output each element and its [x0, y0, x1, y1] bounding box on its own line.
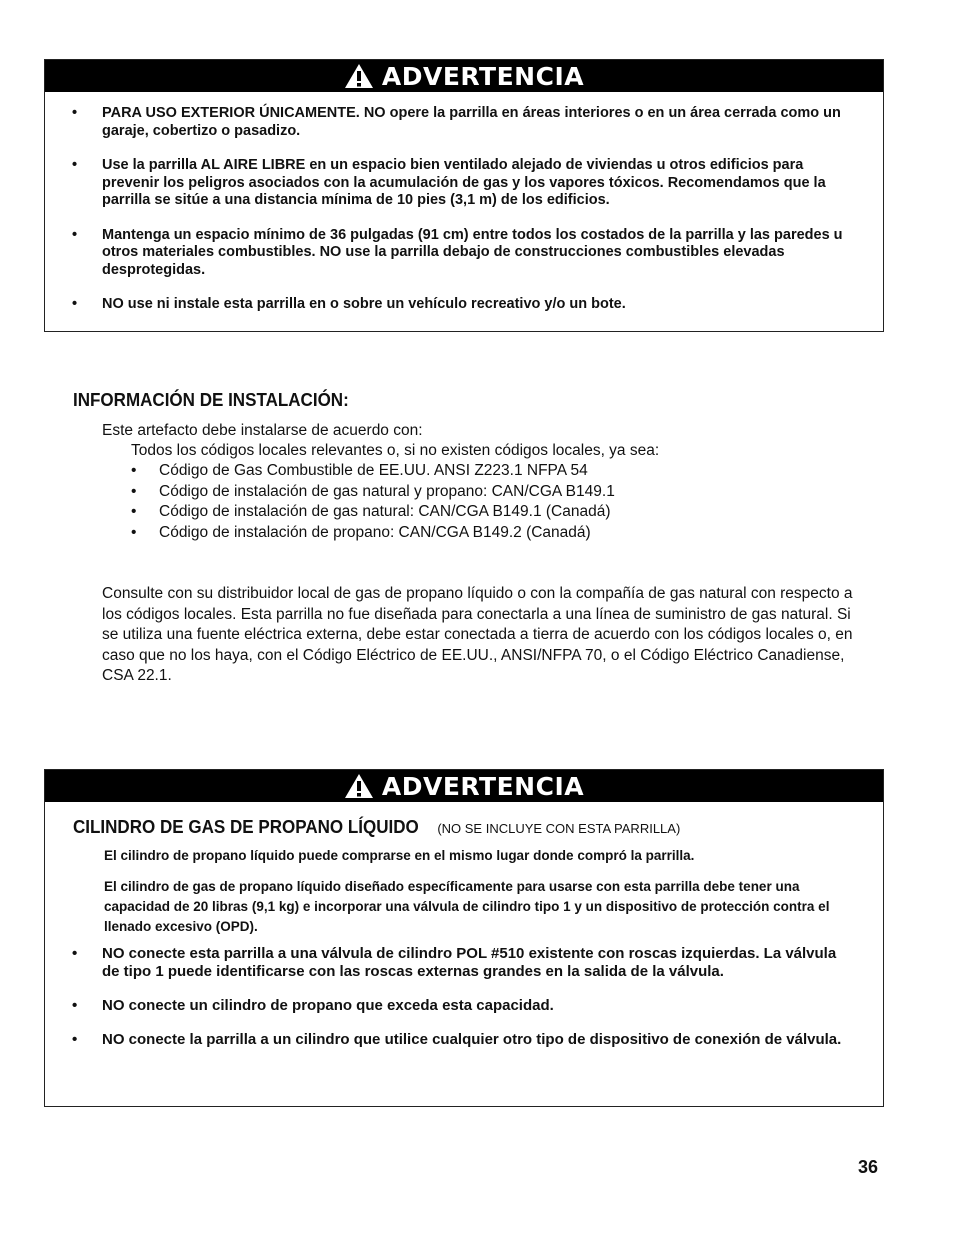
codes-list [131, 461, 615, 543]
installation-heading: INFORMACIÓN DE INSTALACIÓN: [73, 389, 349, 410]
warning-header [45, 770, 883, 802]
installation-sub-intro: Todos los códigos locales relevantes o, si no existen códigos locales, ya sea: [131, 442, 660, 459]
code-item: • Código de instalación de gas natural y propano: CAN/CGA B149.1 [131, 482, 615, 500]
warning-box-propane [44, 769, 884, 1107]
warning-item: • NO conecte la parrilla a un cilindro que utilice cualquier otro tipo de dispositivo de conexión de válvula. [45, 1031, 845, 1049]
warning-list [45, 105, 855, 314]
installation-paragraph: Consulte con su distribuidor local de gas de propano líquido o con la compañía de gas natural con respecto a los códigos locales. Esta parrilla no fue diseñada para conectarla a una línea de suministro de gas natural. Si se utiliza una fuente eléctrica externa, debe estar conectada a tierra de acuerdo con los códigos locales o, en caso que no los haya, con el Código Eléctrico de EE.UU., ANSI/NFPA 70, o el Código Eléctrico Canadiense, CSA 22.1. [102, 585, 853, 684]
warning-title: ADVERTENCIA [381, 771, 585, 801]
warning-title: ADVERTENCIA [381, 61, 585, 91]
code-item: • Código de instalación de gas natural: CAN/CGA B149.1 (Canadá) [131, 503, 611, 520]
page-number: 36 [858, 1157, 879, 1177]
propane-para-2: El cilindro de gas de propano líquido diseñado específicamente para usarse con esta parrilla debe tener una capacidad de 20 libras (9,1 kg) e incorporar una válvula de cilindro tipo 1 y un dispositivo de protección contra el llenado excesivo (OPD). [104, 879, 830, 934]
propane-heading: CILINDRO DE GAS DE PROPANO LÍQUIDO (NO SE INCLUYE CON ESTA PARRILLA) [73, 816, 681, 837]
warning-box-outdoor [44, 59, 884, 332]
warning-item: • Use la parrilla AL AIRE LIBRE en un espacio bien ventilado alejado de viviendas u otros edificios para prevenir los peligros asociados con la acumulación de gas y los vapores tóxicos. Recomendamos que la parrilla se sitúe a una distancia mínima de 10 pies (3,1 m) de los edificios. [45, 157, 855, 210]
warning-item: • NO use ni instale esta parrilla en o sobre un vehículo recreativo y/o un bote. [45, 296, 855, 314]
propane-heading-note: (NO SE INCLUYE CON ESTA PARRILLA) [437, 821, 681, 836]
warning-header [45, 60, 883, 92]
warning-triangle-icon [344, 63, 374, 89]
installation-intro: Este artefacto debe instalarse de acuerdo con: [102, 422, 423, 439]
warning-item: • NO conecte un cilindro de propano que exceda esta capacidad. [45, 997, 845, 1015]
warning-item: • Mantenga un espacio mínimo de 36 pulgadas (91 cm) entre todos los costados de la parrilla y las paredes u otros materiales combustibles. NO use la parrilla debajo de construcciones combustibles elevadas desprotegidas. [45, 227, 855, 280]
code-item: • Código de instalación de propano: CAN/CGA B149.2 (Canadá) [131, 523, 591, 541]
propane-para-1: El cilindro de propano líquido puede comprarse en el mismo lugar donde compró la parrilla. [104, 848, 695, 863]
warning-item: • NO conecte esta parrilla a una válvula de cilindro POL #510 existente con roscas izquierdas. La válvula de tipo 1 puede identificarse con las roscas externas grandes en la salida de la válvula. [45, 945, 845, 981]
propane-warning-list [45, 945, 845, 1049]
warning-triangle-icon [344, 773, 374, 799]
warning-item: • PARA USO EXTERIOR ÚNICAMENTE. NO opere la parrilla en áreas interiores o en un área cerrada como un garaje, cobertizo o pasadizo. [45, 105, 855, 140]
code-item: • Código de Gas Combustible de EE.UU. ANSI Z223.1 NFPA 54 [131, 462, 588, 479]
